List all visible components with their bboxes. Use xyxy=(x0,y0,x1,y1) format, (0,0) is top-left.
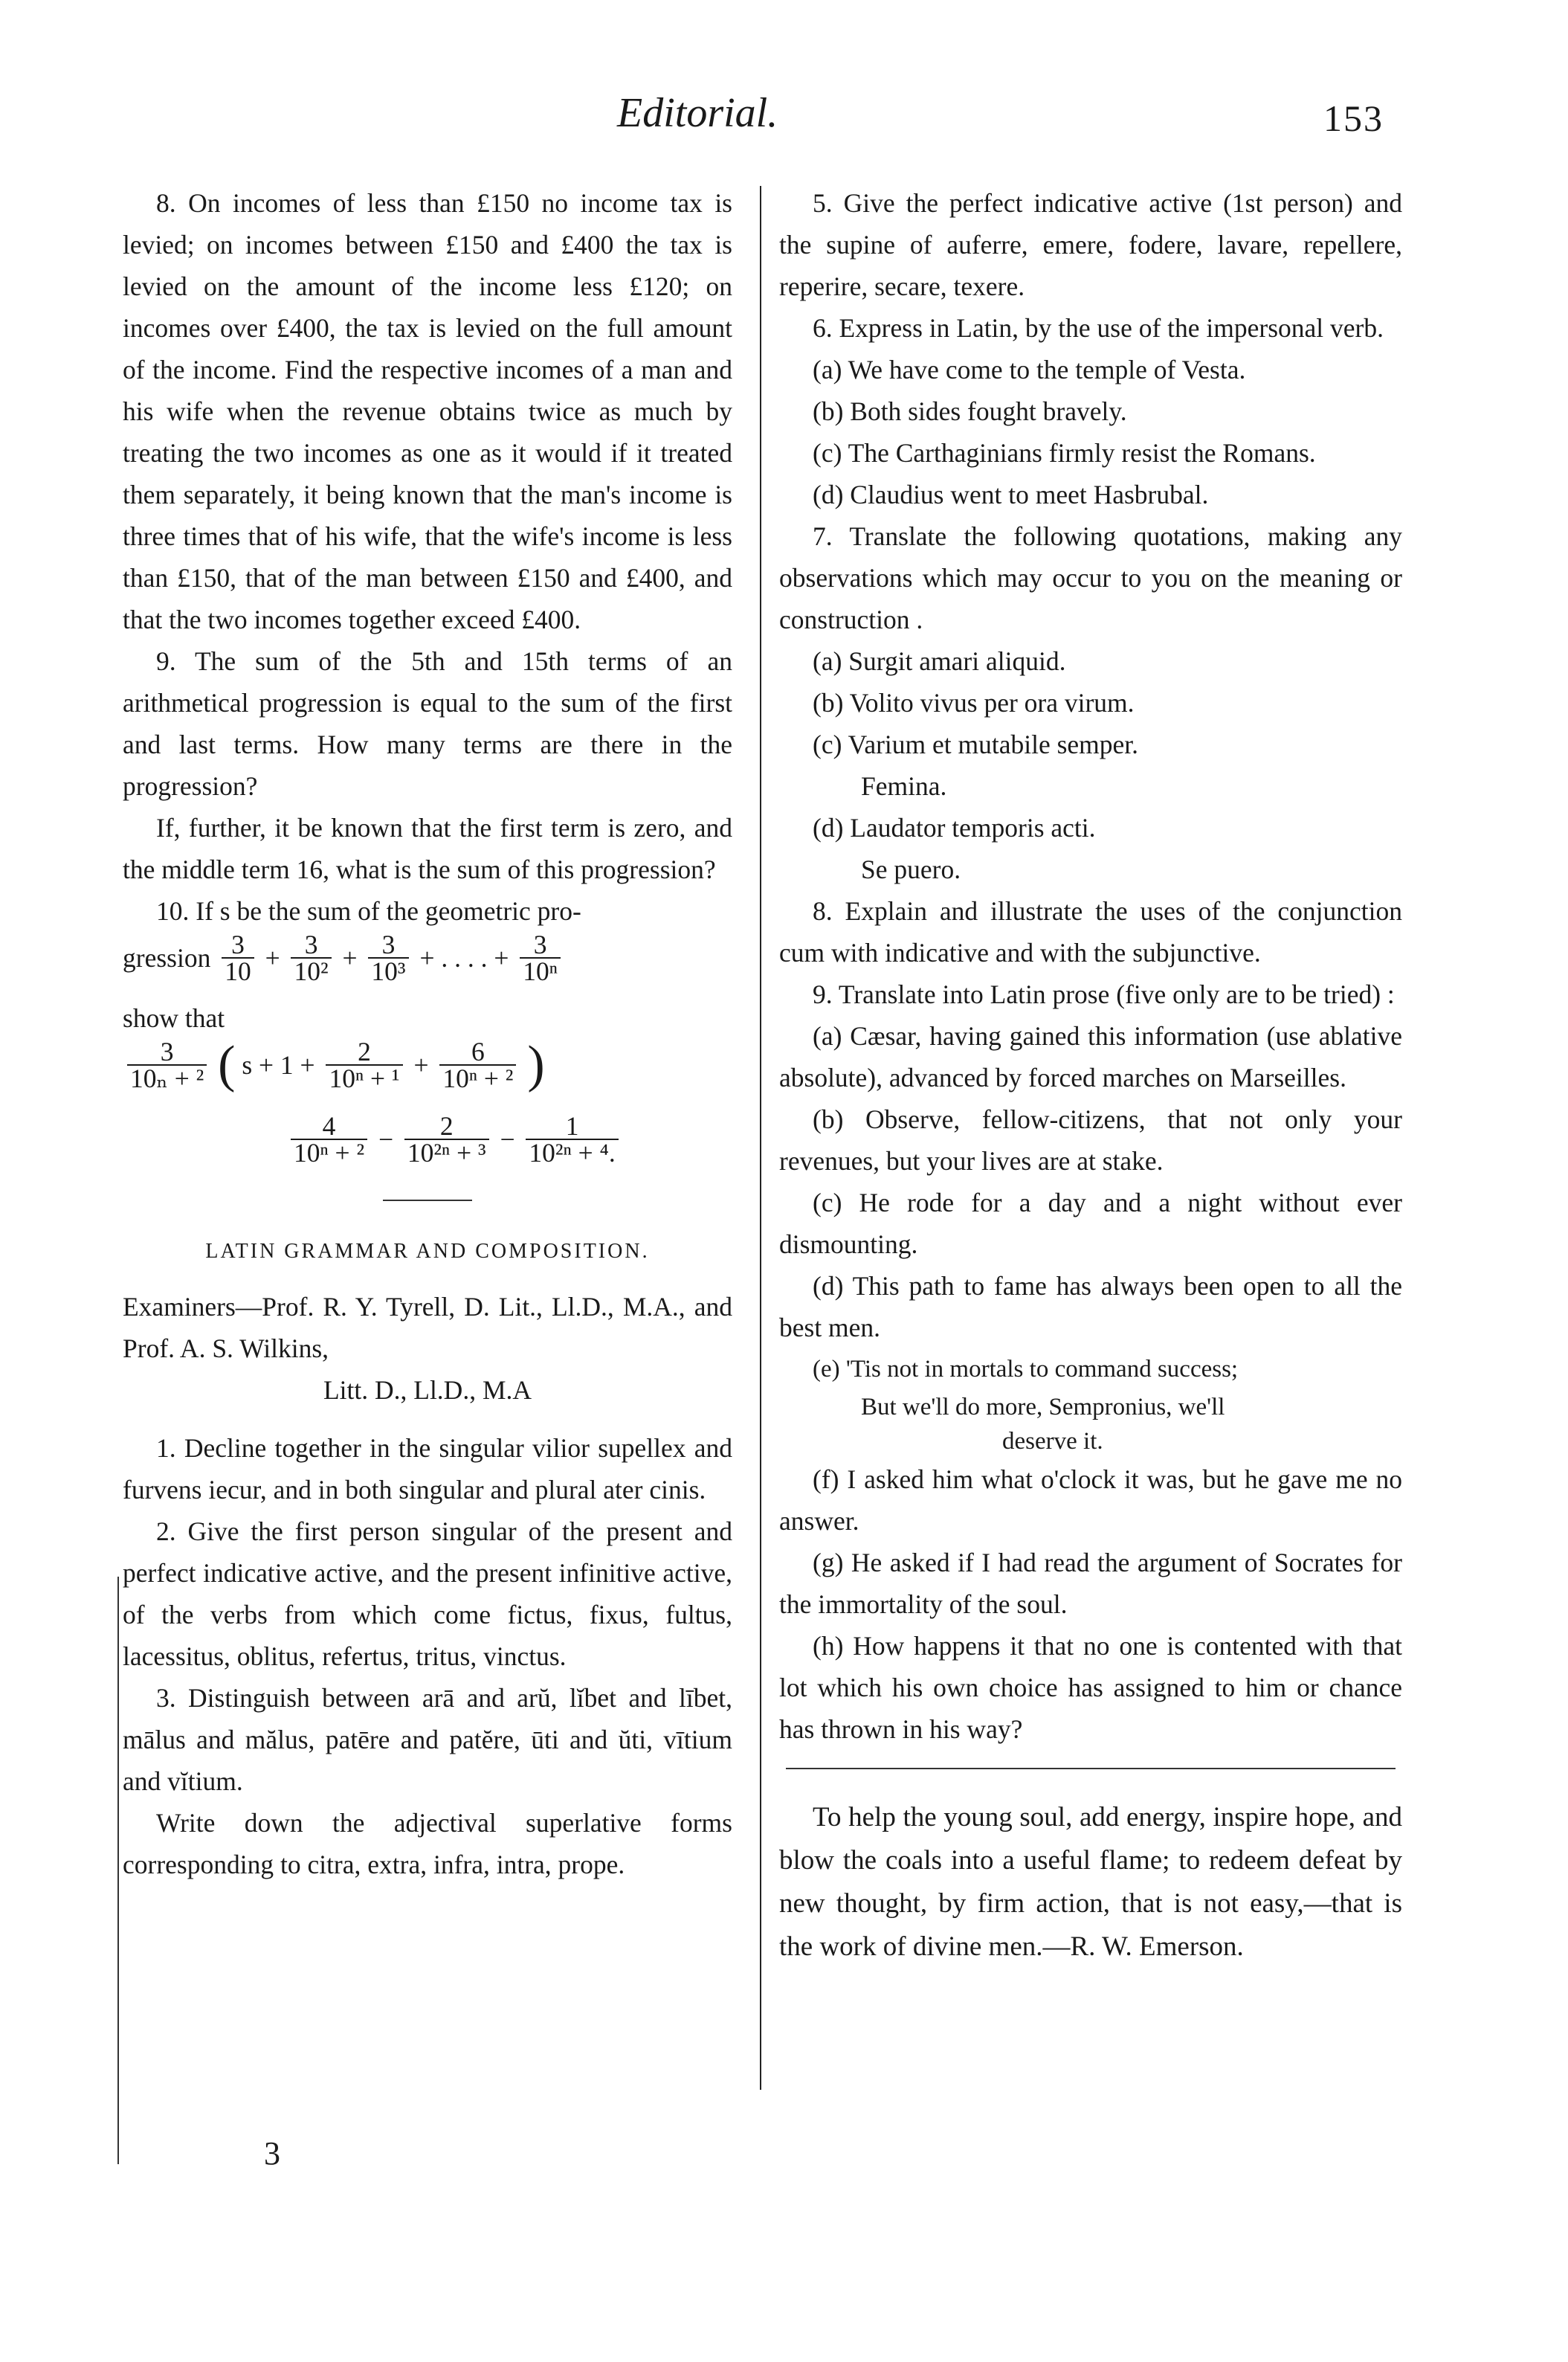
sub-item-continued: deserve it. xyxy=(1002,1428,1103,1455)
fraction: $\frac{4}{\text{10ⁿ + ²}}$ xyxy=(291,1113,367,1165)
quote-rule xyxy=(786,1768,1396,1769)
latin-question-4: Write down the adjectival superlative forms corresponding to citra, extra, infra, intra, prope. xyxy=(123,1808,732,1879)
fraction: $\frac{3}{10}$ xyxy=(222,932,254,984)
examiners-line: Examiners—Prof. R. Y. Tyrell, D. Lit., Ll.D., M.A., and Prof. A. S. Wilkins, xyxy=(123,1292,732,1363)
show-that: show that xyxy=(123,1003,225,1033)
column-divider xyxy=(760,186,761,2090)
sub-item: (d) This path to fame has always been open to all the best men. xyxy=(779,1271,1402,1342)
sub-item: (b) Observe, fellow-citizens, that not only your revenues, but your lives are at stake. xyxy=(779,1104,1402,1176)
latin-question-8: 8. Explain and illustrate the uses of the conjunction cum with indicative and with the subjunctive. xyxy=(779,896,1402,968)
question-10: 10. If s be the sum of the geometric pro- xyxy=(156,896,581,926)
latin-question-9: 9. Translate into Latin prose (five only are to be tried) : xyxy=(813,979,1395,1009)
fraction: $\frac{3}{\text{10²}}$ xyxy=(291,932,331,984)
page-title: Editorial. xyxy=(617,90,778,136)
sub-item-continued: Se puero. xyxy=(861,855,961,884)
series-dots: + . . . . + xyxy=(419,943,509,973)
sub-item-continued: Femina. xyxy=(861,771,947,801)
latin-question-7: 7. Translate the following quotations, making any observations which may occur to you on the meaning or construction . xyxy=(779,521,1402,634)
sub-item: (d) Laudator temporis acti. xyxy=(813,813,1096,843)
running-head xyxy=(0,89,1568,156)
fraction: $\frac{2}{\text{10ⁿ + ¹}}$ xyxy=(326,1039,402,1091)
sub-item: (h) How happens it that no one is contented with that lot which his own choice has assigned to him or chance has thrown in his way? xyxy=(779,1631,1402,1744)
latin-question-3: 3. Distinguish between arā and arŭ, lĭbet and lībet, mālus and mălus, patēre and patĕre, ūti and ŭti, vītium and vĭtium. xyxy=(123,1683,732,1796)
latin-question-1: 1. Decline together in the singular vilior supellex and furvens iecur, and in both singular and plural ater cinis. xyxy=(123,1433,732,1505)
fraction: $\frac{3}{\text{10³}}$ xyxy=(368,932,408,984)
margin-rule xyxy=(117,1577,119,2164)
sub-item: (b) Both sides fought bravely. xyxy=(813,396,1127,426)
sub-item: (a) We have come to the temple of Vesta. xyxy=(813,355,1246,384)
fraction: $\frac{3}{\text{10ₙ + ²}}$ xyxy=(127,1039,207,1091)
right-column xyxy=(779,182,1402,1969)
latin-question-2: 2. Give the first person singular of the present and perfect indicative active, and the present infinitive active, of the verbs from which come fictus, fixus, fultus, lacessitus, oblitus, refertus, tritus, vinctus. xyxy=(123,1516,732,1671)
sub-item: (c) The Carthaginians firmly resist the Romans. xyxy=(813,438,1316,468)
left-column xyxy=(123,182,732,1885)
sub-item: (e) 'Tis not in mortals to command success; xyxy=(813,1356,1239,1383)
section-rule xyxy=(383,1200,472,1201)
sub-item-continued: But we'll do more, Sempronius, we'll xyxy=(861,1394,1225,1420)
sub-item: (g) He asked if I had read the argument of Socrates for the immortality of the soul. xyxy=(779,1548,1402,1619)
gression-word: gression xyxy=(123,943,211,973)
identity-lhs: $\frac{3}{\text{10ₙ + ²}}$ ( s + 1 + $\frac{2}{\text{10ⁿ + ¹}}$ + $\frac{6}{\text{10ⁿ + ²}}$ ) xyxy=(123,1039,732,1113)
question-9-continued: If, further, it be known that the first term is zero, and the middle term 16, what is the sum of this progression? xyxy=(123,813,732,884)
page-number: 153 xyxy=(1323,97,1384,139)
sub-item: (f) I asked him what o'clock it was, but he gave me no answer. xyxy=(779,1464,1402,1536)
sub-item: (a) Cæsar, having gained this information (use ablative absolute), advanced by forced marches on Marseilles. xyxy=(779,1021,1402,1092)
latin-question-5: 5. Give the perfect indicative active (1st person) and the supine of auferre, emere, fodere, lavare, repellere, reperire, secare, texere. xyxy=(779,188,1402,301)
examiners-line-2: Litt. D., Ll.D., M.A xyxy=(323,1375,532,1405)
sub-item: (c) Varium et mutabile semper. xyxy=(813,730,1139,759)
fraction: $\frac{6}{\text{10ⁿ + ²}}$ xyxy=(439,1039,516,1091)
latin-question-6: 6. Express in Latin, by the use of the impersonal verb. xyxy=(813,313,1384,343)
question-9: 9. The sum of the 5th and 15th terms of an arithmetical progression is equal to the sum of the first and last terms. How many terms are there in the progression? xyxy=(123,646,732,801)
fraction: $\frac{3}{\text{10ⁿ}}$ xyxy=(520,932,561,984)
sub-item: (a) Surgit amari aliquid. xyxy=(813,646,1066,676)
signature-mark: 3 xyxy=(264,2135,280,2172)
sub-item: (c) He rode for a day and a night without ever dismounting. xyxy=(779,1188,1402,1259)
section-heading: LATIN GRAMMAR AND COMPOSITION. xyxy=(205,1240,650,1263)
sub-item: (b) Volito vivus per ora virum. xyxy=(813,688,1135,718)
fraction: $\frac{1}{\text{10²ⁿ + ⁴.}}$ xyxy=(526,1113,618,1165)
identity-rhs: $\frac{4}{\text{10ⁿ + ²}}$ − $\frac{2}{\text{10²ⁿ + ³}}$ − $\frac{1}{\text{10²ⁿ + ⁴.}}$ xyxy=(123,1113,732,1179)
geometric-series: gression $\frac{3}{10}$ + $\frac{3}{\text{10²}}$ + $\frac{3}{\text{10³}}$ + . . . . + $\frac{3}{\text{10ⁿ}}$ xyxy=(123,932,732,997)
question-8: 8. On incomes of less than £150 no income tax is levied; on incomes between £150 and £400 the tax is levied on the amount of the income less £120; on incomes over £400, the tax is levied on the full amount of the income. Find the respective incomes of a man and his wife when the revenue obtains twice as much by treating the two incomes as one as it would if it treated them separately, it being known that the man's income is three times that of his wife, that the wife's income is less than £150, that of the man between £150 and £400, and that the two incomes together exceed £400. xyxy=(123,188,732,634)
emerson-quote: To help the young soul, add energy, inspire hope, and blow the coals into a useful flame; to redeem defeat by new thought, by firm action, that is not easy,—that is the work of divine men.—R. W. Emerson. xyxy=(779,1802,1402,1962)
sub-item: (d) Claudius went to meet Hasbrubal. xyxy=(813,480,1209,509)
fraction: $\frac{2}{\text{10²ⁿ + ³}}$ xyxy=(404,1113,489,1165)
